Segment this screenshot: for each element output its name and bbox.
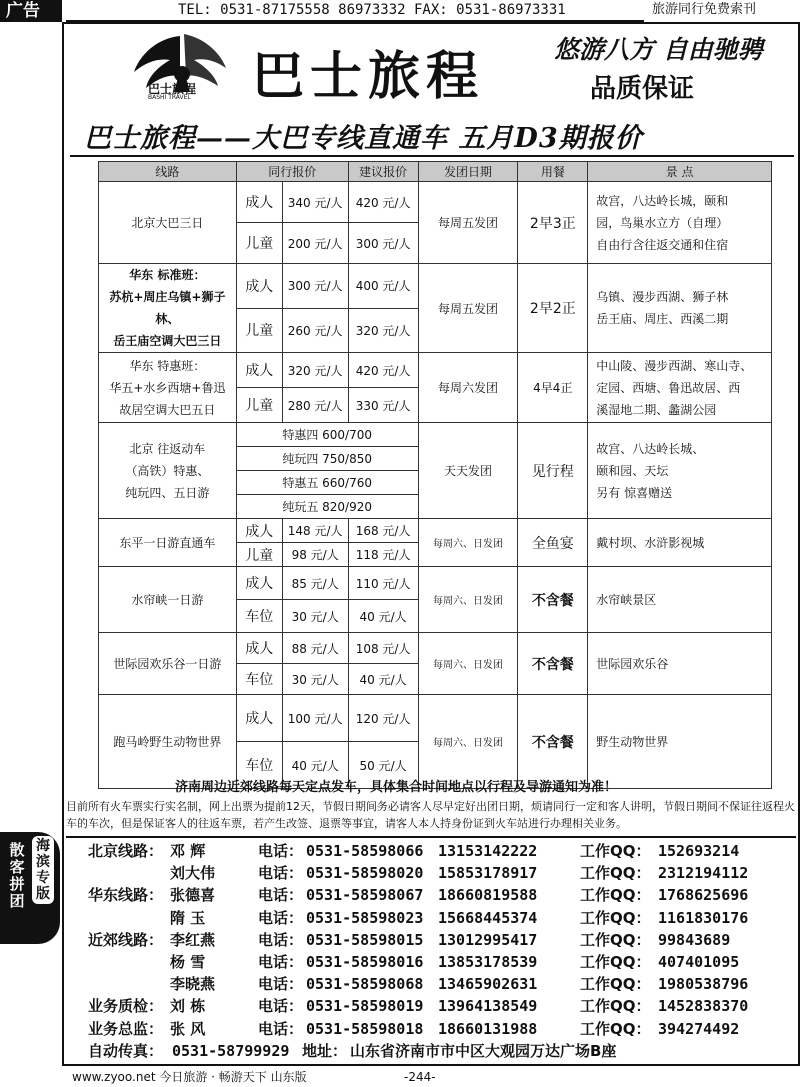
trade-price: 200 元/人 — [282, 223, 348, 264]
contact-qq: 1768625696 — [658, 886, 749, 905]
traveler-type: 车位 — [236, 664, 282, 695]
departure-date: 每周六、日发团 — [418, 695, 518, 789]
contact-qq: 152693214 — [658, 842, 740, 860]
contacts-divider — [66, 836, 796, 838]
table-row — [99, 423, 772, 447]
meal-info: 见行程 — [518, 423, 588, 519]
motto-quality: 品质保证 — [590, 74, 695, 104]
sights: 故宫，八达岭长城，颐和 园，鸟巢水立方（自理） 自由行含往返交通和住宿 — [588, 182, 772, 264]
retail-price: 168 元/人 — [348, 519, 418, 543]
trade-price: 260 元/人 — [282, 308, 348, 353]
tel-label: 电话： — [258, 908, 304, 927]
departure-date: 每周六、日发团 — [418, 519, 518, 567]
retail-price: 40 元/人 — [348, 600, 418, 633]
fax-number: 0531-58799929 — [172, 1041, 290, 1060]
retail-price: 120 元/人 — [348, 695, 418, 742]
traveler-type: 成人 — [236, 519, 282, 543]
meal-info: 2早3正 — [518, 182, 588, 264]
tel-label: 电话： — [258, 997, 304, 1016]
trade-price: 148 元/人 — [282, 519, 348, 543]
schedule-note: 济南周边近郊线路每天定点发车，具体集合时间地点以行程及导游通知为准！ — [175, 780, 618, 795]
meal-info: 4早4正 — [518, 353, 588, 423]
qq-label: 工作QQ： — [580, 864, 651, 883]
traveler-type: 儿童 — [236, 308, 282, 353]
tel-label: 电话： — [258, 864, 304, 883]
traveler-type: 成人 — [236, 633, 282, 664]
departure-date: 每周六发团 — [418, 353, 518, 423]
trade-price: 98 元/人 — [282, 543, 348, 567]
logo-text: 巴士旅程 — [148, 82, 197, 96]
table-row — [99, 353, 772, 388]
qq-label: 工作QQ： — [580, 930, 651, 949]
address: 山东省济南市市中区大观园万达广场B座 — [350, 1041, 617, 1060]
qq-label: 工作QQ： — [580, 952, 651, 971]
fax-label: 自动传真： — [88, 1041, 164, 1060]
phone-fax-line: TEL: 0531-87175558 86973332 FAX: 0531-86973331 — [66, 0, 644, 22]
contact-name: 张德喜 — [170, 886, 216, 905]
col-header-sights: 景 点 — [588, 162, 772, 182]
table-row — [99, 182, 772, 223]
contact-row — [88, 884, 796, 906]
contact-qq: 407401095 — [658, 952, 740, 971]
contact-row — [88, 951, 796, 973]
trade-price: 340 元/人 — [282, 182, 348, 223]
contact-row — [88, 1018, 796, 1040]
qq-label: 工作QQ： — [580, 908, 651, 927]
contact-qq: 99843689 — [658, 930, 731, 949]
offer-headline: 巴士旅程——大巴专线直通车 五月D3期报价 — [84, 123, 643, 154]
price-table — [98, 161, 772, 789]
contact-tel: 0531-58598015 — [306, 930, 424, 949]
traveler-type: 成人 — [236, 264, 282, 309]
contact-mobile: 13964138549 — [438, 997, 538, 1016]
contact-tel: 0531-58598020 — [306, 864, 424, 883]
traveler-type: 儿童 — [236, 388, 282, 423]
table-row — [99, 519, 772, 543]
meal-info: 全鱼宴 — [518, 519, 588, 567]
contact-row — [88, 840, 796, 862]
sights: 世际园欢乐谷 — [588, 633, 772, 695]
line-name: 跑马岭野生动物世界 — [99, 695, 237, 789]
retail-price: 420 元/人 — [348, 182, 418, 223]
tel-label: 电话： — [258, 930, 304, 949]
qq-label: 工作QQ： — [580, 842, 651, 860]
traveler-type: 儿童 — [236, 223, 282, 264]
retail-price: 40 元/人 — [348, 664, 418, 695]
contact-name: 邓 辉 — [170, 842, 206, 860]
retail-price: 330 元/人 — [348, 388, 418, 423]
contact-tel: 0531-58598068 — [306, 975, 424, 994]
line-name: 华东 特惠班： 华五+水乡西塘+鲁迅 故居空调大巴五日 — [99, 353, 237, 423]
col-header-retail-price: 建议报价 — [348, 162, 418, 182]
departure-date: 每周六、日发团 — [418, 633, 518, 695]
brand-logo — [128, 28, 232, 106]
contact-tel: 0531-58598018 — [306, 1019, 424, 1038]
contact-tel: 0531-58598066 — [306, 842, 424, 860]
contact-mobile: 13153142222 — [438, 842, 538, 860]
trade-price: 88 元/人 — [282, 633, 348, 664]
contact-name: 杨 雪 — [170, 952, 206, 971]
retail-price: 50 元/人 — [348, 742, 418, 789]
contact-row — [88, 862, 796, 884]
contact-qq: 1161830176 — [658, 908, 749, 927]
trade-price: 100 元/人 — [282, 695, 348, 742]
trade-price: 30 元/人 — [282, 664, 348, 695]
contact-mobile: 13853178539 — [438, 952, 538, 971]
contacts-list — [88, 840, 796, 1062]
sights: 戴村坝、水浒影视城 — [588, 519, 772, 567]
sights: 故宫、八达岭长城、 颐和园、天坛 另有 惊喜赠送 — [588, 423, 772, 519]
contact-qq: 2312194112 — [658, 864, 749, 883]
retail-price: 110 元/人 — [348, 567, 418, 600]
table-header-row — [99, 162, 772, 182]
logo-subtext: BASHI TRAVEL — [148, 94, 191, 101]
tel-label: 电话： — [258, 952, 304, 971]
page-footer — [0, 1068, 800, 1087]
qq-label: 工作QQ： — [580, 886, 651, 905]
traveler-type: 车位 — [236, 600, 282, 633]
line-name: 华东 标准班： 苏杭+周庄乌镇+狮子林、 岳王庙空调大巴三日 — [99, 264, 237, 353]
ad-tag: 广告 — [0, 0, 62, 22]
trade-price: 320 元/人 — [282, 353, 348, 388]
table-row — [99, 264, 772, 309]
col-header-meal: 用餐 — [518, 162, 588, 182]
contact-mobile: 15668445374 — [438, 908, 538, 927]
line-name: 北京大巴三日 — [99, 182, 237, 264]
trade-price: 300 元/人 — [282, 264, 348, 309]
qq-label: 工作QQ： — [580, 997, 651, 1016]
contact-qq: 394274492 — [658, 1019, 740, 1038]
qq-label: 工作QQ： — [580, 975, 651, 994]
contact-row — [88, 995, 796, 1017]
retail-price: 400 元/人 — [348, 264, 418, 309]
traveler-type: 儿童 — [236, 543, 282, 567]
contact-line: 业务总监： — [88, 1019, 164, 1038]
tel-label: 电话： — [258, 842, 304, 860]
trade-price: 280 元/人 — [282, 388, 348, 423]
departure-date: 天天发团 — [418, 423, 518, 519]
contact-tel: 0531-58598067 — [306, 886, 424, 905]
combo-price: 纯玩四 750/850 — [236, 447, 418, 471]
tel-label: 电话： — [258, 1019, 304, 1038]
col-header-date: 发团日期 — [418, 162, 518, 182]
tel-label: 电话： — [258, 975, 304, 994]
contact-mobile: 13012995417 — [438, 930, 538, 949]
retail-price: 320 元/人 — [348, 308, 418, 353]
retail-price: 118 元/人 — [348, 543, 418, 567]
col-header-trade-price: 同行报价 — [236, 162, 348, 182]
page-number: -244- — [404, 1070, 436, 1084]
contact-name: 张 风 — [170, 1019, 206, 1038]
sights: 中山陵、漫步西湖、寒山寺、 定园、西塘、鲁迅故居、西 溪湿地二期、蠡湖公园 — [588, 353, 772, 423]
contact-name: 李红燕 — [170, 930, 216, 949]
fax-address-row — [88, 1040, 796, 1062]
contact-line: 华东线路： — [88, 886, 164, 905]
contact-qq: 1452838370 — [658, 997, 749, 1016]
qq-label: 工作QQ： — [580, 1019, 651, 1038]
sights: 水帘峡景区 — [588, 567, 772, 633]
line-name: 世际园欢乐谷一日游 — [99, 633, 237, 695]
table-row — [99, 567, 772, 600]
contact-line: 近郊线路： — [88, 930, 164, 949]
trade-price: 30 元/人 — [282, 600, 348, 633]
traveler-type: 成人 — [236, 353, 282, 388]
top-bar — [0, 0, 800, 22]
free-catalog-slogan: 旅游同行免费索刊 — [652, 2, 757, 17]
traveler-type: 车位 — [236, 742, 282, 789]
contact-name: 李晓燕 — [170, 975, 216, 994]
contact-mobile: 18660819588 — [438, 886, 538, 905]
traveler-type: 成人 — [236, 182, 282, 223]
line-name: 东平一日游直通车 — [99, 519, 237, 567]
departure-date: 每周六、日发团 — [418, 567, 518, 633]
contact-name: 隋 玉 — [170, 908, 206, 927]
contact-line: 业务质检： — [88, 997, 164, 1016]
contact-line: 北京线路： — [88, 842, 164, 860]
meal-info: 2早2正 — [518, 264, 588, 353]
sights: 野生动物世界 — [588, 695, 772, 789]
combo-price: 特惠四 600/700 — [236, 423, 418, 447]
meal-info: 不含餐 — [518, 567, 588, 633]
retail-price: 300 元/人 — [348, 223, 418, 264]
table-row — [99, 633, 772, 664]
headline-underline — [70, 155, 794, 157]
traveler-type: 成人 — [236, 567, 282, 600]
contact-row — [88, 973, 796, 995]
address-label: 地址： — [302, 1041, 348, 1060]
traveler-type: 成人 — [236, 695, 282, 742]
motto-freedom: 悠游八方 自由驰骋 — [554, 35, 763, 64]
departure-date: 每周五发团 — [418, 182, 518, 264]
col-header-line: 线路 — [99, 162, 237, 182]
tel-label: 电话： — [258, 886, 304, 905]
contact-mobile: 18660131988 — [438, 1019, 538, 1038]
footer-site: www.zyoo.net 今日旅游 · 畅游天下 山东版 — [72, 1070, 307, 1084]
departure-date: 每周五发团 — [418, 264, 518, 353]
ticket-policy-note: 目前所有火车票实行实名制，网上出票为提前12天，节假日期间务必请客人尽早定好出团日期，烦请同行一定和客人讲明，节假日期间不保证往返程火车的车次，但是保证客人的往返车票，若产生改签、退票等事宜，请客人本人持身份证到火车站进行办理相关业务。 — [66, 800, 795, 830]
combo-price: 纯玩五 820/920 — [236, 495, 418, 519]
meal-info: 不含餐 — [518, 633, 588, 695]
badge-seaside-edition: 海滨专版 — [32, 836, 54, 904]
brand-name: 巴士旅程 — [252, 46, 485, 107]
contact-mobile: 15853178917 — [438, 864, 538, 883]
contact-tel: 0531-58598023 — [306, 908, 424, 927]
trade-price: 40 元/人 — [282, 742, 348, 789]
contact-mobile: 13465902631 — [438, 975, 538, 994]
contact-name: 刘大伟 — [170, 864, 216, 883]
trade-price: 85 元/人 — [282, 567, 348, 600]
retail-price: 108 元/人 — [348, 633, 418, 664]
contact-row — [88, 929, 796, 951]
badge-group-tour: 散客拼团 — [9, 841, 25, 910]
sights: 乌镇、漫步西湖、狮子林 岳王庙、周庄、西溪二期 — [588, 264, 772, 353]
contact-qq: 1980538796 — [658, 975, 749, 994]
combo-price: 特惠五 660/760 — [236, 471, 418, 495]
contact-tel: 0531-58598019 — [306, 997, 424, 1016]
table-row — [99, 695, 772, 742]
line-name: 水帘峡一日游 — [99, 567, 237, 633]
meal-info: 不含餐 — [518, 695, 588, 789]
retail-price: 420 元/人 — [348, 353, 418, 388]
contact-name: 刘 栋 — [170, 997, 206, 1016]
contact-row — [88, 907, 796, 929]
side-badge — [0, 832, 60, 944]
line-name: 北京 往返动车 （高铁）特惠、 纯玩四、五日游 — [99, 423, 237, 519]
contact-tel: 0531-58598016 — [306, 952, 424, 971]
